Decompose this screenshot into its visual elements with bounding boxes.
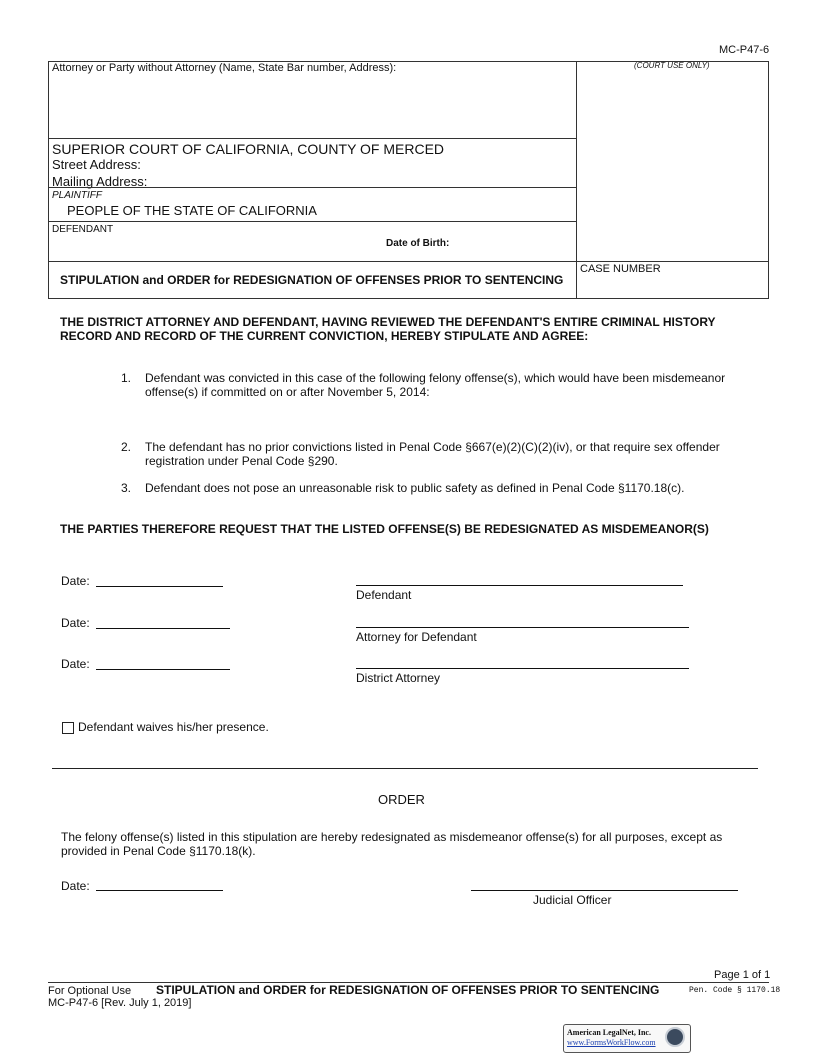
order-date-line[interactable] bbox=[96, 890, 223, 891]
order-title: ORDER bbox=[378, 792, 425, 807]
item-text: Defendant was convicted in this case of the following felony offense(s), which would have been misdemeanor bbox=[145, 371, 726, 385]
intro-line-1: THE DISTRICT ATTORNEY AND DEFENDANT, HAVING REVIEWED THE DEFENDANT'S ENTIRE CRIMINAL HISTORY bbox=[60, 315, 716, 329]
attorney-signature-label: Attorney for Defendant bbox=[356, 630, 477, 644]
optional-use-label: For Optional Use bbox=[48, 985, 132, 997]
request-text: THE PARTIES THEREFORE REQUEST THAT THE LISTED OFFENSE(S) BE REDESIGNATED AS MISDEMEANOR(S) bbox=[60, 522, 709, 536]
dob-label: Date of Birth: bbox=[386, 238, 450, 249]
date-label: Date: bbox=[61, 574, 90, 588]
waiver-label: Defendant waives his/her presence. bbox=[78, 720, 269, 734]
item-text: Defendant does not pose an unreasonable risk to public safety as defined in Penal Code §1170.18(c). bbox=[145, 481, 685, 495]
date-line-da[interactable] bbox=[96, 669, 230, 670]
page-number: Page 1 of 1 bbox=[714, 969, 771, 981]
footer-title: STIPULATION and ORDER for REDESIGNATION OF OFFENSES PRIOR TO SENTENCING bbox=[156, 983, 660, 997]
divider bbox=[48, 138, 576, 139]
date-label: Date: bbox=[61, 616, 90, 630]
date-line-defendant[interactable] bbox=[96, 586, 223, 587]
order-date-label: Date: bbox=[61, 879, 90, 893]
logo-line-1: American LegalNet, Inc. bbox=[567, 1028, 651, 1037]
globe-icon bbox=[665, 1027, 685, 1047]
court-use-label: (COURT USE ONLY) bbox=[634, 61, 710, 70]
logo-line-2: www.FormsWorkFlow.com bbox=[567, 1038, 656, 1047]
case-number-label: CASE NUMBER bbox=[580, 263, 661, 275]
item-number: 1. bbox=[121, 371, 132, 385]
judicial-signature-line[interactable] bbox=[471, 890, 738, 891]
revision-label: MC-P47-6 [Rev. July 1, 2019] bbox=[48, 997, 192, 1009]
pen-code: Pen. Code § 1170.18 bbox=[689, 986, 781, 995]
order-line-2: provided in Penal Code §1170.18(k). bbox=[61, 844, 256, 858]
defendant-label: DEFENDANT bbox=[52, 224, 114, 235]
form-id: MC-P47-6 bbox=[719, 44, 770, 56]
divider bbox=[48, 221, 576, 222]
item-text: The defendant has no prior convictions listed in Penal Code §667(e)(2)(C)(2)(iv), or that require sex offender bbox=[145, 440, 720, 454]
da-signature-label: District Attorney bbox=[356, 671, 441, 685]
signature-line-defendant[interactable] bbox=[356, 585, 683, 586]
attorney-label: Attorney or Party without Attorney (Name, State Bar number, Address): bbox=[52, 62, 397, 74]
plaintiff-label: PLAINTIFF bbox=[52, 190, 103, 201]
signature-line-da[interactable] bbox=[356, 668, 689, 669]
order-line-1: The felony offense(s) listed in this stipulation are hereby redesignated as misdemeanor offense(s) for all purposes, except as bbox=[61, 830, 723, 844]
waiver-checkbox[interactable] bbox=[62, 722, 74, 734]
divider bbox=[48, 261, 769, 262]
signature-line-attorney[interactable] bbox=[356, 627, 689, 628]
item-number: 2. bbox=[121, 440, 132, 454]
intro-line-2: RECORD AND RECORD OF THE CURRENT CONVICTION, HEREBY STIPULATE AND AGREE: bbox=[60, 329, 589, 343]
item-number: 3. bbox=[121, 481, 132, 495]
street-address-label: Street Address: bbox=[52, 157, 141, 172]
date-label: Date: bbox=[61, 657, 90, 671]
americanlegalnet-logo[interactable] bbox=[563, 1024, 691, 1053]
court-name: SUPERIOR COURT OF CALIFORNIA, COUNTY OF MERCED bbox=[52, 141, 445, 157]
plaintiff-value: PEOPLE OF THE STATE OF CALIFORNIA bbox=[67, 203, 317, 218]
caption-divider bbox=[576, 61, 577, 299]
mailing-address-label: Mailing Address: bbox=[52, 174, 148, 189]
item-text: offense(s) if committed on or after November 5, 2014: bbox=[145, 385, 430, 399]
divider bbox=[48, 187, 576, 188]
item-text: registration under Penal Code §290. bbox=[145, 454, 338, 468]
order-separator bbox=[52, 768, 758, 769]
defendant-signature-label: Defendant bbox=[356, 588, 412, 602]
form-title: STIPULATION and ORDER for REDESIGNATION OF OFFENSES PRIOR TO SENTENCING bbox=[60, 273, 564, 287]
date-line-attorney[interactable] bbox=[96, 628, 230, 629]
judicial-officer-label: Judicial Officer bbox=[533, 893, 612, 907]
